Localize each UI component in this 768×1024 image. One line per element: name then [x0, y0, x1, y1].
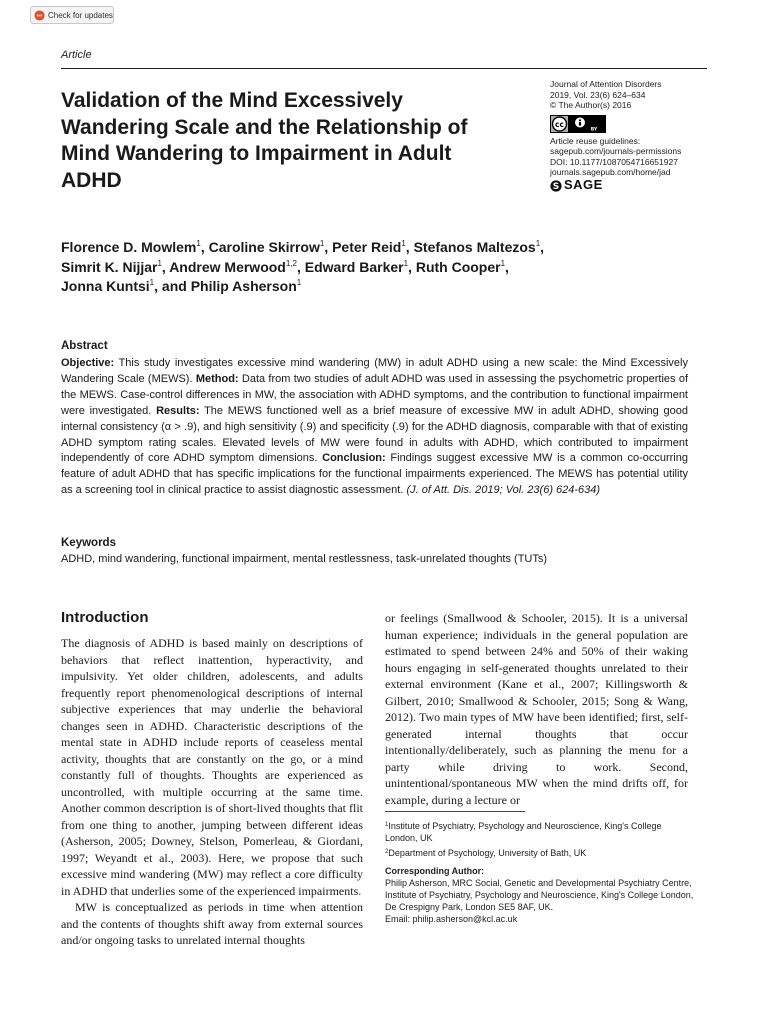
- reuse-guidelines-link[interactable]: sagepub.com/journals-permissions: [550, 146, 682, 156]
- author-affiliation-marker: 1: [296, 278, 302, 287]
- publisher-name: SAGE: [564, 177, 603, 193]
- keywords-list: ADHD, mind wandering, functional impairment, mental restlessness, task-unrelated thoughts (TUTs): [61, 553, 548, 565]
- author-separator: , and: [154, 278, 191, 294]
- affiliation-1: $^1$Institute of Psychiatry, Psychology and Neuroscience, King's College London, UK: [385, 821, 662, 843]
- left-column: [61, 635, 363, 949]
- sage-logo: [550, 177, 740, 193]
- footnotes: [385, 820, 695, 925]
- abstract-text: [61, 356, 688, 499]
- author-name[interactable]: Philip Asherson: [190, 278, 297, 294]
- objective-text: This study investigates excessive mind wandering (MW) in adult ADHD using a new scale: the Mind Excessively Wandering Scale (MEWS).: [61, 357, 688, 385]
- article-title: Validation of the Mind Excessively Wandering Scale and the Relationship of Mind Wandering to Impairment in Adult ADHD: [61, 89, 468, 192]
- corresponding-author-address: Philip Asherson, MRC Social, Genetic and Developmental Psychiatry Centre, Institute of Psychiatry, Psychology and Neuroscience, King's College London, De Crespigny Park, London SE5 8AF, UK.: [385, 878, 694, 912]
- author-separator: ,: [405, 239, 414, 255]
- check-for-updates-button[interactable]: [30, 6, 114, 24]
- author-affiliation-marker: 1: [196, 239, 201, 248]
- cc-by-license-icon[interactable]: [550, 115, 606, 133]
- author-name[interactable]: Caroline Skirrow: [208, 239, 320, 255]
- journal-home-link[interactable]: journals.sagepub.com/home/jad: [550, 167, 671, 177]
- author-name[interactable]: Florence D. Mowlem: [61, 239, 197, 255]
- journal-copyright: © The Author(s) 2016: [550, 100, 632, 110]
- author-affiliation-marker: 1: [319, 239, 325, 248]
- author-affiliation-marker: 1: [157, 258, 162, 268]
- introduction-heading: Introduction: [61, 609, 149, 626]
- author-affiliation-marker: 1: [403, 258, 409, 268]
- results-text: The MEWS functioned well as a brief measure of excessive MW in adult ADHD, showing good internal consistency (α > .9), and high sensitivity (.9) and specificity (.9) for the ADHD diagnosis, comparable with that of existing ADHD symptom rating scales. Elevated levels of MW were found in adults with ADHD, which contributed to impairment independently of core ADHD symptom dimensions.: [61, 404, 688, 465]
- article-type-label: Article: [61, 49, 92, 61]
- author-name[interactable]: Edward Barker: [304, 258, 404, 275]
- journal-volume: 2019, Vol. 23(6) 624–634: [550, 89, 646, 100]
- journal-info: [550, 79, 740, 192]
- crossmark-icon: [34, 10, 45, 21]
- author-separator: ,: [408, 258, 416, 275]
- author-affiliation-marker: 1: [149, 278, 155, 287]
- author-name[interactable]: Ruth Cooper: [415, 258, 501, 275]
- footnote-divider: [385, 811, 525, 812]
- results-label: Results:: [156, 404, 200, 417]
- author-separator: ,: [200, 239, 209, 255]
- svg-text:cc: cc: [555, 119, 564, 129]
- author-name[interactable]: Jonna Kuntsi: [61, 278, 150, 294]
- header-divider: [61, 68, 707, 69]
- objective-label: Objective:: [61, 357, 115, 369]
- sage-logo-icon: [550, 180, 562, 192]
- svg-text:S: S: [552, 181, 560, 192]
- conclusion-label: Conclusion:: [322, 452, 386, 465]
- author-affiliation-marker: 1: [401, 239, 406, 248]
- abstract-heading: Abstract: [61, 340, 108, 352]
- author-affiliation-marker: 1: [535, 239, 541, 248]
- citation: (J. of Att. Dis. 2019; Vol. 23(6) 624-634): [406, 484, 601, 497]
- doi-link[interactable]: DOI: 10.1177/1087054716651927: [550, 156, 678, 167]
- author-separator: ,: [324, 239, 333, 255]
- intro-paragraph-2: MW is conceptualized as periods in time when attention and the contents of thoughts shift away from external sources and/or ongoing tasks to unrelated internal thoughts: [61, 900, 363, 947]
- author-name[interactable]: Andrew Merwood: [169, 258, 286, 275]
- author-list: [61, 238, 681, 297]
- corresponding-author-email[interactable]: Email: philip.asherson@kcl.ac.uk: [385, 914, 518, 924]
- conclusion-text: Findings suggest excessive MW is a common co-occurring feature of adult ADHD that has specific implications for the functional impairments experienced. The MEWS has potential utility as a screening tool in clinical practice to assist diagnostic assessment.: [61, 452, 688, 497]
- corresponding-author-heading: Corresponding Author:: [385, 866, 485, 876]
- journal-name: Journal of Attention Disorders: [550, 79, 662, 89]
- right-column-text: or feelings (Smallwood & Schooler, 2015). It is a universal human experience; individuals in the general population are estimated to spend between 24% and 50% of their waking hours engaging in self-generated thoughts unrelated to their external environment (Kane et al., 2007; Killingsworth & Gilbert, 2010; Smallwood & Schooler, 2015; Song & Wang, 2012). Two main types of MW have been identified; first, self-generated internal thoughts that occur intentionally/deliberately, such as planning the menu for a party while driving to work. Second, unintentional/spontaneous MW when the mind drifts off, for example, during a lecture or: [385, 611, 688, 807]
- check-for-updates-label: Check for updates: [48, 10, 113, 20]
- author-separator: ,: [540, 239, 545, 255]
- author-affiliation-marker: 1,2: [285, 258, 297, 268]
- svg-text:BY: BY: [590, 127, 598, 132]
- affiliation-2: $^2$Department of Psychology, University of Bath, UK: [385, 848, 587, 858]
- author-separator: ,: [505, 258, 509, 275]
- author-name[interactable]: Peter Reid: [332, 239, 402, 255]
- author-separator: ,: [161, 258, 170, 275]
- author-name[interactable]: Stefanos Maltezos: [413, 239, 536, 255]
- author-affiliation-marker: 1: [500, 258, 506, 268]
- keywords-heading: Keywords: [61, 537, 116, 549]
- method-label: Method:: [195, 372, 239, 385]
- author-separator: ,: [296, 258, 305, 275]
- author-name[interactable]: Simrit K. Nijjar: [61, 258, 158, 275]
- intro-paragraph-1: The diagnosis of ADHD is based mainly on descriptions of behaviors that reflect inattention, hyperactivity, and impulsivity. Yet older children, adolescents, and adults frequently report phenomenological descriptions of internal subjective experiences that may underlie the behavioral changes seen in ADHD. Characteristic descriptions of the mental state in ADHD include reports of ceaseless mental activity, thoughts that are constantly on the go, or a mind constantly full of thoughts. Thoughts are experienced as uncontrolled, with multiple occurring at the same time. Another common description is of short-lived thoughts that flit from one thing to another, jumping between different ideas (Asherson, 2005; Downey, Stelson, Pomerleau, & Giordani, 1997; Weyandt et al., 2003). Here, we propose that such excessive mind wandering (MW) may reflect a core difficulty in ADHD that underlies some of the experienced impairments.: [61, 636, 363, 898]
- method-text: Data from two studies of adult ADHD was used in assessing the psychometric properties of the MEWS. Case-control differences in MW, the association with ADHD symptoms, and the contribution to functional impairment were investigated.: [61, 372, 688, 417]
- reuse-guidelines-label: Article reuse guidelines:: [550, 135, 641, 146]
